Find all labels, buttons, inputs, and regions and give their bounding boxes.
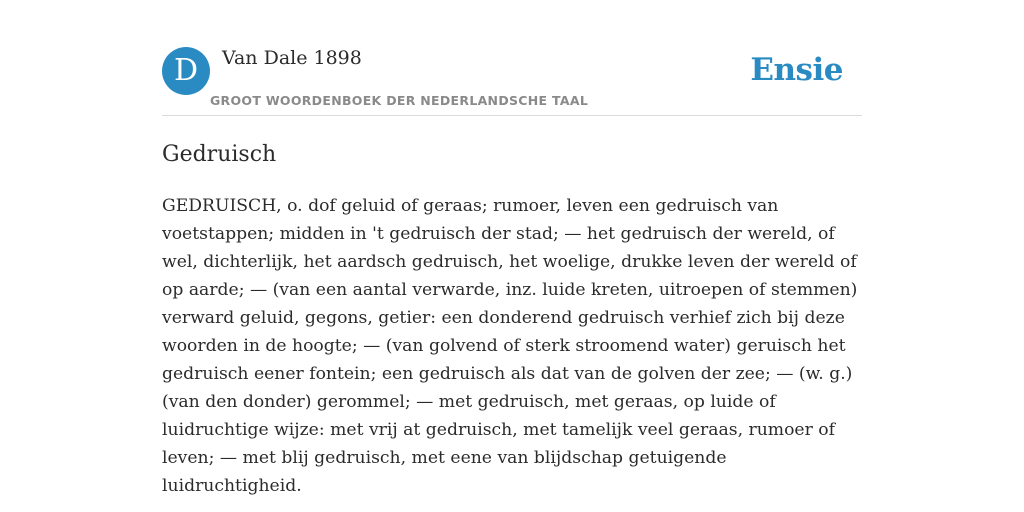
entry-definition: GEDRUISCH, o. dof geluid of geraas; rumoer, leven een gedruisch van voetstappen; midden in 't gedruisch der stad; — het gedruisch der wereld, of wel, dichterlijk, het aardsch gedruisch, het woelige, drukke leven der wereld of op aarde; — (van een aantal verwarde, inz. luide kreten, uitroepen of stemmen) verward geluid, gegons, getier: een donderend gedruisch verhief zich bij deze woorden in de hoogte; — (van golvend of sterk stroomend water) geruisch het gedruisch eener fontein; een gedruisch als dat van de golven der zee; — (w. g.) (van den donder) gerommel; — met gedruisch, met geraas, op luide of luidruchtige wijze: met vrij at gedruisch, met tamelijk veel geraas, rumoer of leven; — met blij gedruisch, met eene van blijdschap getuigende luidruchtigheid. bbox=[162, 196, 858, 496]
entry-title: Gedruisch bbox=[162, 142, 277, 167]
page-header bbox=[162, 46, 862, 116]
dictionary-subtitle: GROOT WOORDENBOEK DER NEDERLANDSCHE TAAL bbox=[210, 93, 589, 108]
ensie-logo[interactable]: Ensie bbox=[750, 52, 843, 88]
dictionary-avatar[interactable]: D bbox=[162, 47, 210, 95]
dictionary-name[interactable]: Van Dale 1898 bbox=[222, 47, 362, 69]
